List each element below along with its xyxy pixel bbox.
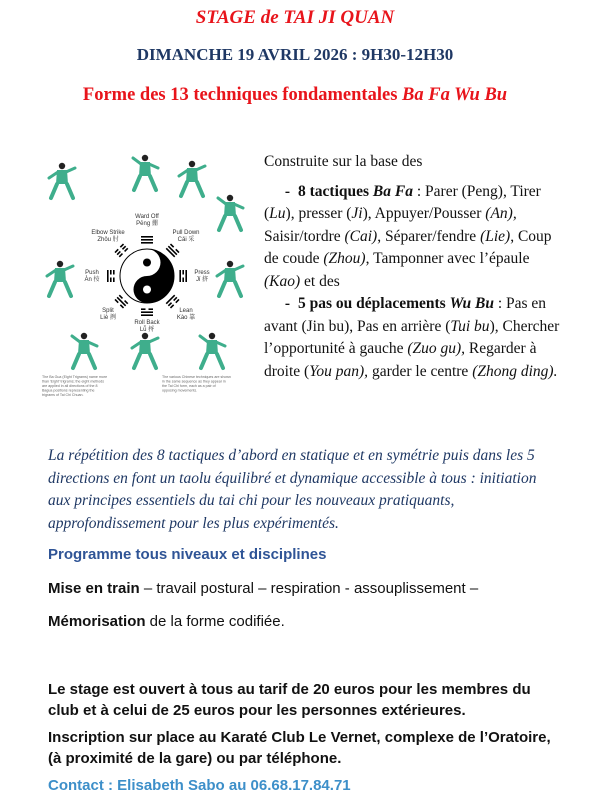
bullet-fragment: You pan),: [309, 362, 369, 380]
trigram-icon: [166, 243, 180, 257]
figure-label-zh: Pēng 掤: [136, 221, 158, 227]
bullet-fragment: ), presser (: [285, 205, 352, 222]
figure-caption-left: The Ba Gua (Eight Trigrams) name more than 'Eight' trigrams; the eight methods are applied in all directions of the 8 Bagua positions representing the trigrams of Tai Chi Chuan.: [42, 375, 108, 397]
bullet-fragment: (An),: [485, 205, 517, 222]
bullet-fragment: (Zhong ding).: [472, 362, 558, 380]
figure-label-en: Roll Back: [134, 320, 160, 326]
bullet-dash: -: [284, 182, 290, 200]
figure-label-zh: Àn 按: [84, 277, 100, 283]
bullet-fragment: (Kao): [264, 272, 301, 290]
figure-label-zh: Liè 挒: [100, 315, 116, 321]
figure-label-en: Split: [102, 308, 114, 314]
bullet-ba-fa: [264, 181, 564, 294]
bullet-fragment: Regarder à droite (: [264, 340, 537, 380]
figure-label-en: Push: [85, 270, 99, 276]
figure-label-en: Pull Down: [172, 230, 200, 236]
bullet-fragment: (Cai): [344, 227, 378, 245]
bullet-wu-bu: [264, 293, 564, 383]
intro-line: Construite sur la base des: [264, 153, 423, 170]
bullet-fragment: ), Chercher l’opportunité à gauche: [264, 317, 560, 357]
bullet-fragment: Lu: [269, 205, 286, 222]
figure-label-zh: Lǚ 捋: [139, 327, 155, 333]
form-heading-italic: Ba Fa Wu Bu: [402, 85, 508, 105]
posture-figure: [72, 333, 97, 368]
memorisation-line: [48, 613, 285, 630]
pricing-paragraph: Le stage est ouvert à tous au tarif de 20 euros pour les membres du club et à celui de 25 euros pour les personnes extérieures.: [48, 681, 531, 719]
bullet-fragment: : Parer (Peng), Tirer (: [264, 182, 541, 222]
bullet-fragment: , Coup de coude: [264, 227, 552, 267]
bullet-fragment: , Séparer/fendre: [377, 227, 481, 245]
bullet-bold: 8 tactiques: [298, 182, 373, 200]
posture-figure: [49, 163, 75, 198]
trigram-icon: [114, 243, 128, 257]
contact-line: Contact : Elisabeth Sabo au 06.68.17.84.71: [48, 777, 351, 794]
programme-heading: Programme tous niveaux et disciplines: [48, 546, 327, 563]
trigram-icon: [141, 308, 153, 316]
trigram-icon: [166, 295, 180, 309]
figure-caption-right: The various Chinese techniques are shown in the same sequence as they appear in the Tai Chi form, each as a pair of opposing movements.: [162, 375, 231, 393]
bullet-bold: 5 pas ou déplacements: [298, 295, 450, 312]
registration-paragraph: Inscription sur place au Karaté Club Le Vernet, complexe de l’Oratoire, (à proximité de la gare) ou par téléphone.: [48, 729, 551, 767]
figure-label-zh: Jǐ 挤: [195, 277, 209, 283]
posture-figure: [179, 161, 205, 196]
figure-label-en: Lean: [179, 308, 193, 314]
mise-rest: – travail postural – respiration - assouplissement –: [139, 580, 479, 597]
bullet-fragment: (Lie): [480, 227, 511, 245]
trigram-icon: [141, 236, 153, 244]
figure-label-en: Press: [194, 270, 210, 276]
figure-label-en: Elbow Strike: [91, 230, 125, 236]
trigram-icon: [107, 270, 115, 282]
posture-figure: [47, 261, 73, 296]
figure-label-zh: Kào 靠: [176, 315, 196, 321]
yin-yang-icon: [120, 249, 174, 303]
posture-figure: [132, 333, 158, 368]
repetition-paragraph: La répétition des 8 tactiques d’abord en statique et en symétrie puis dans les 5 directions en font un taolu équilibré et dynamique accessible à tous : initiation aux principes essentiels du tai chi pour les nouveaux pratiquants, approfondissement pour les plus expérimentés.: [48, 447, 537, 532]
posture-figure: [217, 261, 243, 296]
posture-figure: [218, 195, 243, 230]
bullet-fragment: , Tamponner avec l’épaule: [365, 250, 530, 267]
trigram-icon: [179, 270, 187, 282]
form-heading: [0, 85, 590, 106]
event-date: DIMANCHE 19 AVRIL 2026 : 9H30-12H30: [136, 45, 454, 64]
bullet-fragment: (Zhou): [323, 250, 366, 267]
ba-fa-diagram: [40, 150, 250, 412]
memo-rest: de la forme codifiée.: [145, 613, 285, 630]
ba-fa-diagram-svg: [40, 150, 250, 412]
bullet-fragment: Ji: [351, 205, 363, 222]
mise-bold: Mise en train: [48, 580, 140, 597]
figure-label-en: Ward Off: [135, 214, 159, 220]
figure-label-zh: Cǎi 采: [177, 237, 195, 243]
posture-figure: [200, 333, 225, 368]
bullet-fragment: : Pas en avant (Jin bu), Pas en arrière (: [264, 295, 547, 335]
bullet-fragment: (Zuo gu),: [407, 340, 466, 357]
description-block: [264, 151, 564, 383]
mise-en-train-line: [48, 580, 478, 597]
figure-label-zh: Zhǒu 肘: [97, 237, 119, 243]
bullet-fragment: Saisir/tordre: [264, 227, 345, 245]
bullet-bold-italic: Wu Bu: [449, 295, 494, 312]
bullet-fragment: et des: [300, 272, 340, 290]
posture-figure: [133, 155, 158, 190]
bullet-dash: -: [284, 295, 290, 312]
form-heading-text: Forme des 13 techniques fondamentales: [82, 85, 403, 105]
trigram-icon: [114, 295, 128, 309]
memo-bold: Mémorisation: [48, 613, 146, 630]
bullet-fragment: ), Appuyer/Pousser: [362, 205, 486, 222]
page-title: STAGE de TAI JI QUAN: [195, 7, 395, 28]
bullet-bold-italic: Ba Fa: [372, 182, 413, 200]
bullet-fragment: garder le centre: [368, 362, 473, 380]
bullet-fragment: Tui bu: [450, 317, 490, 335]
